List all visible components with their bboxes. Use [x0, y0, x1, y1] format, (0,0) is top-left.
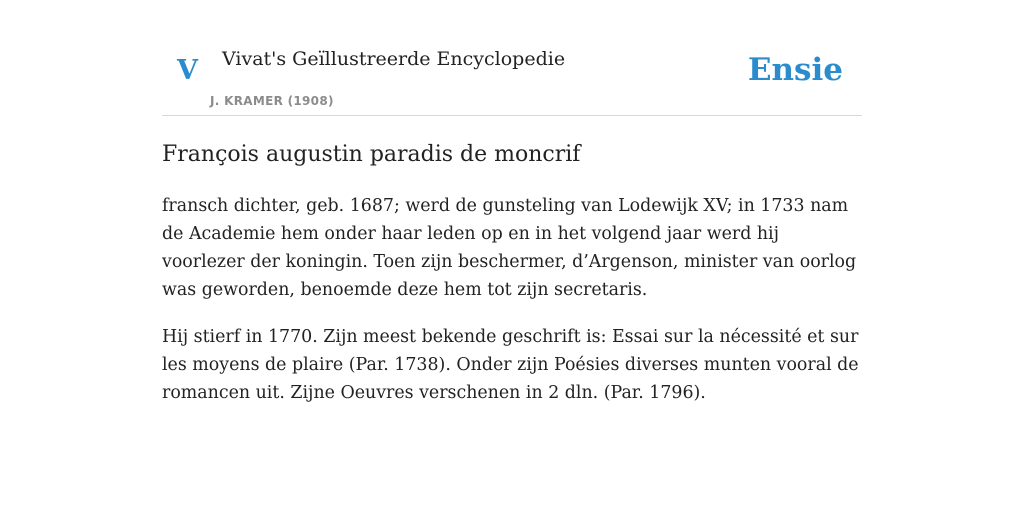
- ensie-logo-link[interactable]: Ensie: [747, 52, 843, 88]
- source-author: J. KRAMER (1908): [210, 94, 334, 108]
- entry-title: François augustin paradis de moncrif: [162, 142, 581, 167]
- article-page: [162, 0, 862, 403]
- source-title-link[interactable]: Vivat's Geïllustreerde Encyclopedie: [222, 48, 566, 70]
- entry-paragraph-2: Hij stierf in 1770. Zijn meest bekende geschrift is: Essai sur la nécessité et sur les moyens de plaire (Par. 1738). Onder zijn Poésies diverses munten vooral de romancen uit. Zijne Oeuvres verschenen in 2 dln. (Par. 1796).: [162, 327, 859, 403]
- entry-paragraph-1: fransch dichter, geb. 1687; werd de gunsteling van Lodewijk XV; in 1733 nam de Academie hem onder haar leden op en in het volgend jaar werd hij voorlezer der koningin. Toen zijn beschermer, d’Argenson, minister van oorlog was geworden, benoemde deze hem tot zijn secretaris.: [162, 196, 857, 300]
- source-logo[interactable]: V: [177, 55, 198, 86]
- source-header: [162, 0, 862, 116]
- entry-body: [162, 192, 862, 426]
